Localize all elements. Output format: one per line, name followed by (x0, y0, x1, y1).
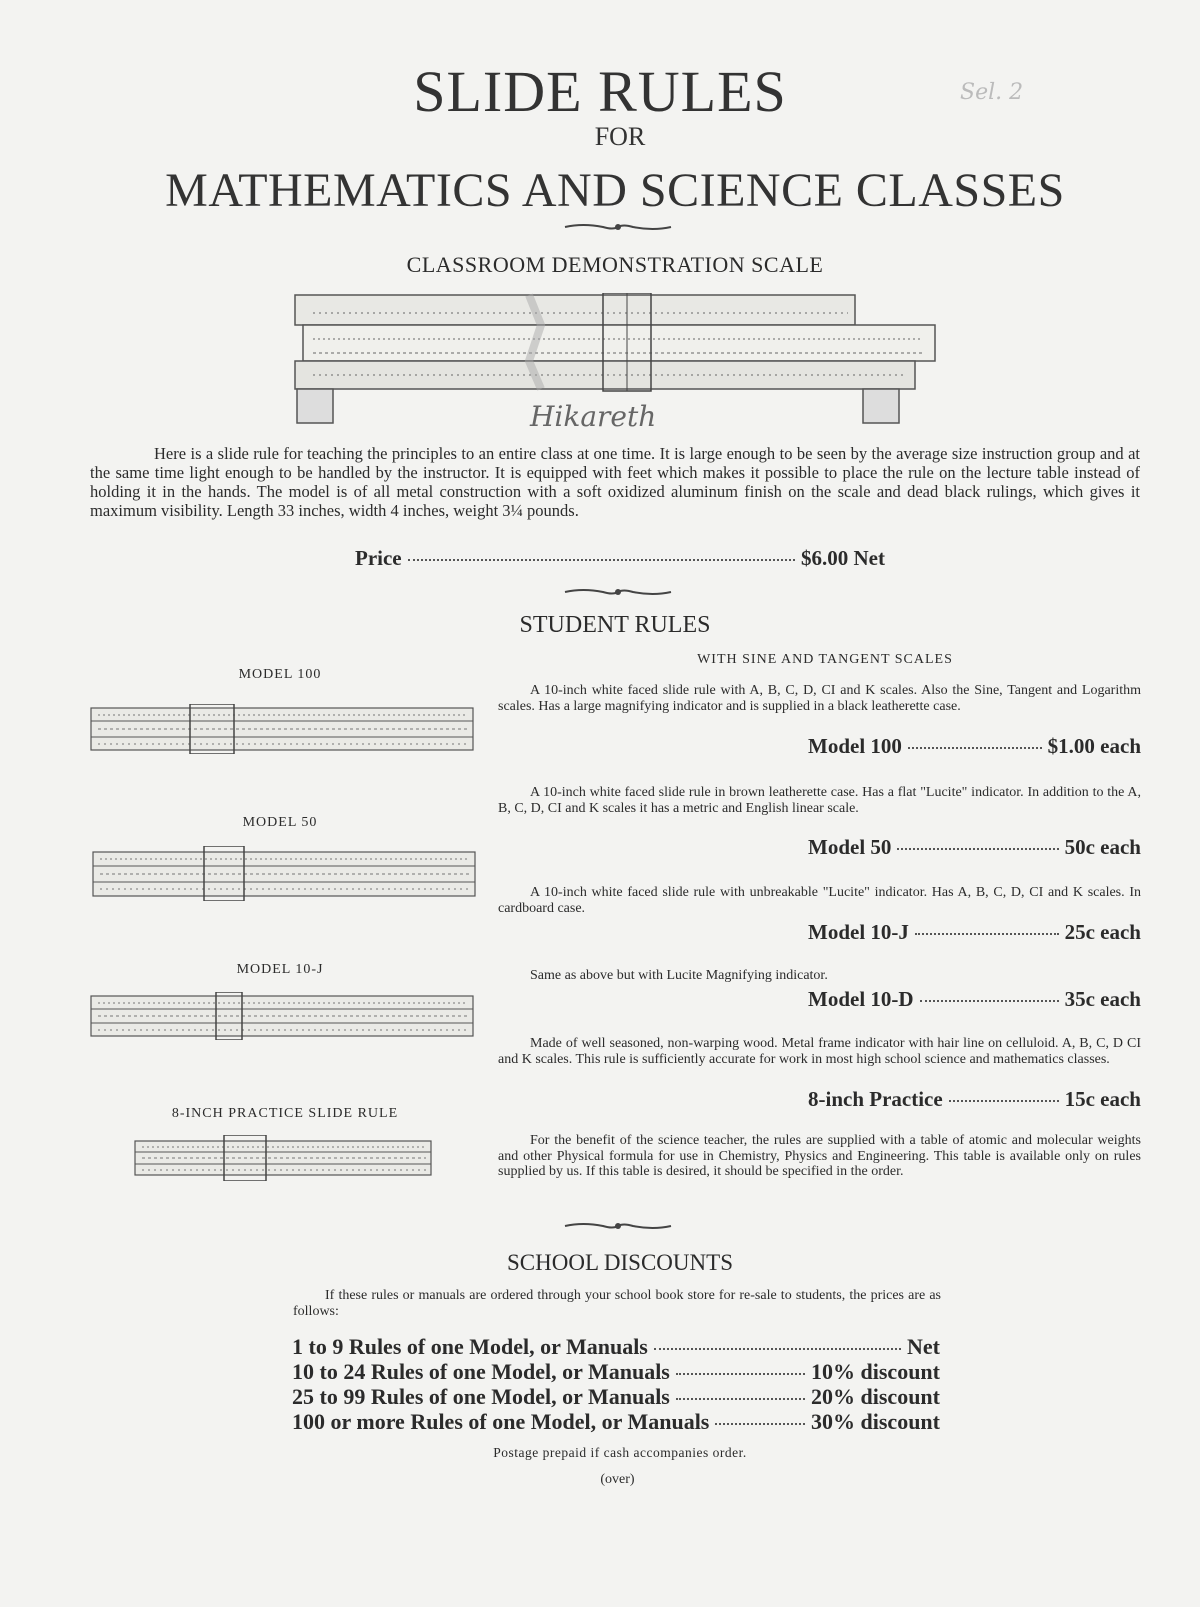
model-10d-price-value: 35c each (1064, 987, 1141, 1011)
model-10d-price-name: Model 10-D (808, 987, 914, 1011)
demo-price-line (355, 546, 885, 571)
demo-price-value: $6.00 Net (801, 546, 885, 570)
demo-price-label: Price (355, 546, 402, 570)
model-50-description: A 10-inch white faced slide rule in brown leatherette case. Has a flat "Lucite" indicator. In addition to the A, B, C, D, CI and K scales it has a metric and English linear scale. (498, 785, 1141, 816)
discount-row (292, 1409, 940, 1435)
demo-description: Here is a slide rule for teaching the principles to an entire class at one time. It is large enough to be seen by the average size instruction group and at the same time light enough to be handled by the instructor. It is equipped with feet which makes it possible to place the rule on the lecture table instead of holding it in the hands. The model is of all metal construction with a soft oxidized aluminum finish on the scale and dead black rulings, which gives it maximum visibility. Length 33 inches, width 4 inches, weight 3¼ pounds. (90, 444, 1140, 520)
model-100-rule-image (90, 704, 475, 754)
demo-heading: CLASSROOM DEMONSTRATION SCALE (406, 252, 824, 277)
model-50-rule-image (92, 846, 477, 901)
discount-row-label: 10 to 24 Rules of one Model, or Manuals (292, 1359, 670, 1384)
practice-price-value: 15c each (1064, 1087, 1141, 1111)
ornament-divider-icon (563, 221, 673, 233)
model-100-price-name: Model 100 (808, 734, 902, 758)
practice-price-name: 8-inch Practice (808, 1087, 943, 1111)
page-subtitle: MATHEMATICS AND SCIENCE CLASSES (165, 164, 1065, 217)
model-10d-price-line (808, 987, 1141, 1012)
practice-price-line (808, 1087, 1141, 1112)
ornament-divider-icon (563, 1220, 673, 1232)
handwritten-corner-note: Sel. 2 (960, 80, 1024, 105)
discount-row-value: 20% discount (811, 1384, 940, 1409)
model-10j-rule-image (90, 992, 475, 1040)
practice-description: Made of well seasoned, non-warping wood. Metal frame indicator with hair line on celluloid. A, B, C, D CI and K scales. This rule is sufficiently accurate for work in most high school science and mathematics classes. (498, 1036, 1141, 1067)
model-100-label: MODEL 100 (238, 667, 322, 682)
discount-row-value: Net (907, 1334, 940, 1359)
model-50-price-value: 50c each (1064, 835, 1141, 859)
practice-rule-label: 8-INCH PRACTICE SLIDE RULE (171, 1106, 399, 1121)
price-dot-leader (654, 1348, 901, 1350)
discount-row-label: 1 to 9 Rules of one Model, or Manuals (292, 1334, 648, 1359)
title-for: FOR (594, 122, 646, 151)
student-rules-subheading: WITH SINE AND TANGENT SCALES (697, 652, 953, 667)
student-rules-heading: STUDENT RULES (519, 612, 711, 638)
practice-rule-image (134, 1135, 434, 1181)
price-dot-leader (408, 559, 795, 561)
page-over-note: (over) (600, 1472, 635, 1487)
model-50-price-name: Model 50 (808, 835, 892, 859)
postage-note: Postage prepaid if cash accompanies order. (493, 1445, 747, 1460)
model-50-label: MODEL 50 (242, 815, 318, 830)
ornament-divider-icon (563, 586, 673, 598)
price-dot-leader (897, 848, 1058, 850)
discount-row (292, 1334, 940, 1360)
model-10j-price-value: 25c each (1064, 920, 1141, 944)
model-100-description: A 10-inch white faced slide rule with A, B, C, D, CI and K scales. Also the Sine, Tangent and Logarithm scales. Has a large magnifying indicator and is supplied in a black leatherette case. (498, 683, 1141, 714)
price-dot-leader (908, 747, 1042, 749)
model-10j-description: A 10-inch white faced slide rule with unbreakable "Lucite" indicator. Has A, B, C, D, CI and K scales. In cardboard case. (498, 885, 1141, 916)
page-title: SLIDE RULES (413, 59, 787, 124)
price-dot-leader (676, 1398, 805, 1400)
model-100-price-value: $1.00 each (1047, 734, 1141, 758)
handwritten-signature: Hikareth (530, 400, 657, 433)
discount-row (292, 1384, 940, 1410)
price-dot-leader (676, 1373, 805, 1375)
discount-row (292, 1359, 940, 1385)
discount-row-value: 10% discount (811, 1359, 940, 1384)
physical-table-note: For the benefit of the science teacher, the rules are supplied with a table of atomic and molecular weights and other Physical formula for use in Chemistry, Physics and Engineering. This table is available only on rules supplied by us. If this table is desired, it should be specified in the order. (498, 1133, 1141, 1179)
price-dot-leader (715, 1423, 805, 1425)
discount-row-label: 100 or more Rules of one Model, or Manuals (292, 1409, 710, 1434)
price-dot-leader (920, 1000, 1059, 1002)
model-100-price-line (808, 734, 1141, 759)
model-10j-price-line (808, 920, 1141, 945)
price-dot-leader (915, 933, 1059, 935)
discount-row-label: 25 to 99 Rules of one Model, or Manuals (292, 1384, 670, 1409)
model-10j-label: MODEL 10-J (236, 962, 324, 977)
discount-row-value: 30% discount (811, 1409, 940, 1434)
school-discounts-intro: If these rules or manuals are ordered through your school book store for re-sale to students, the prices are as follows: (293, 1288, 941, 1319)
model-10j-price-name: Model 10-J (808, 920, 909, 944)
price-dot-leader (949, 1100, 1059, 1102)
school-discounts-heading: SCHOOL DISCOUNTS (507, 1250, 733, 1275)
model-10d-description: Same as above but with Lucite Magnifying indicator. (530, 968, 828, 983)
model-50-price-line (808, 835, 1141, 860)
